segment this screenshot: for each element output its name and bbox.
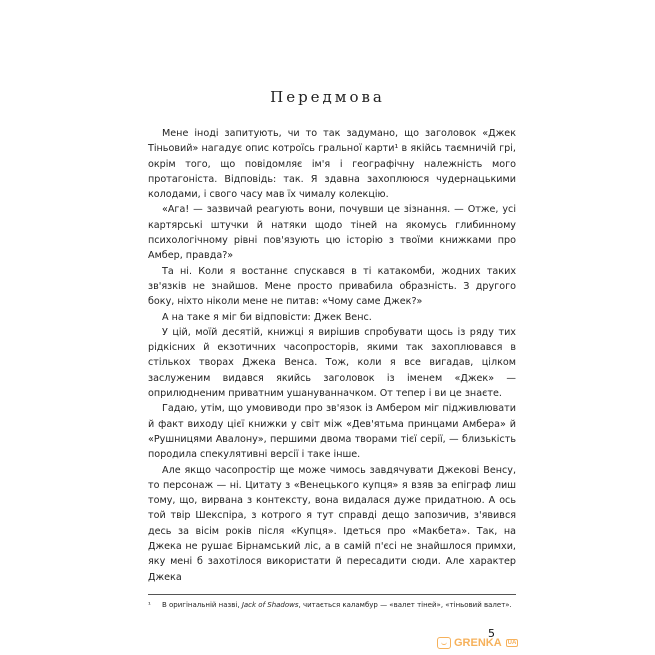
paragraph: Гадаю, утім, що умовиводи про зв'язок із Амбером міг підживлювати й факт виходу цієї книжки у світ між «Дев'ятьма принцами Амбера» й «Рушницями Авалону», першими двома творами тієї серії, — близькість породила спекулятивні версії і таке інше. — [148, 403, 516, 461]
watermark-text: GRENKA — [454, 637, 502, 649]
paragraph: Але якщо часопростір ще може чимось завдячувати Джекові Венсу, то персонаж — ні. Цитату з «Венецького купця» я взяв за епіграф лиш тому, що, вирвана з контексту, вона видалася дуже придатною. А ось той твір Шекспіра, з котрого я тут справді дещо запозичив, з'явився десь за вісім років після «Купця». Ідеться про «Макбета». Так, на Джека не рушає Бірнамський ліс, а в самій п'єсі не знайшлося примхи, яку мені б захотілося використати й пересадити сюди. Але характер Джека — [148, 464, 516, 583]
watermark-suffix: UA — [507, 640, 517, 646]
paragraph: А на таке я міг би відповісти: Джек Венс. — [162, 311, 372, 323]
body-text — [148, 126, 516, 585]
footnote-prefix: В оригінальній назві, — [162, 601, 240, 609]
footnote-suffix: , читається каламбур — «валет тіней», «тіньовий валет». — [298, 601, 512, 609]
paragraph: У цій, моїй десятій, книжці я вирішив спробувати щось із ряду тих рідкісних й екзотичних часопросторів, якими так захоплювався в стількох творах Джека Венса. Тож, коли я все вигадав, цілком заслуженим видався якийсь заголовок із іменем «Джек» — оприлюдненим приватним ушануванначком. От тепер і ви це знаєте. — [148, 326, 516, 400]
chapter-title: Передмова — [270, 88, 385, 106]
footnote-italic-title: Jack of Shadows — [241, 601, 299, 609]
grenka-logo-icon — [437, 637, 451, 649]
page-number: 5 — [488, 627, 495, 640]
paragraph: Та ні. Коли я востаннє спускався в ті катакомби, жодних таких зв'язків не знайшов. Мене просто привабила образність. З другого боку, ніхто ніколи мене не питав: «Чому саме Джек?» — [148, 265, 516, 308]
footnote — [148, 601, 516, 609]
paragraph: «Ага! — зазвичай реагують вони, почувши це зізнання. — Отже, усі картярські штучки й натяки щодо тіней на якомусь глибинному психологічному рівні пов'язують цю історію з твоїми книжками про Амбер, правда?» — [148, 204, 516, 262]
paragraph: Мене іноді запитують, чи то так задумано, що заголовок «Джек Тіньовий» нагадує опис котроїсь гральної карти¹ в якійсь таємничій грі, окрім того, що повідомляє ім'я і географічну належність мого протагоніста. Відповідь: так. Я здавна захоплююся чудернацькими колодами, і свого часу мав їх чималу колекцію. — [148, 128, 516, 201]
footnote-number: ¹ — [148, 601, 151, 609]
grenka-watermark — [437, 636, 518, 650]
footnote-divider — [148, 594, 516, 595]
